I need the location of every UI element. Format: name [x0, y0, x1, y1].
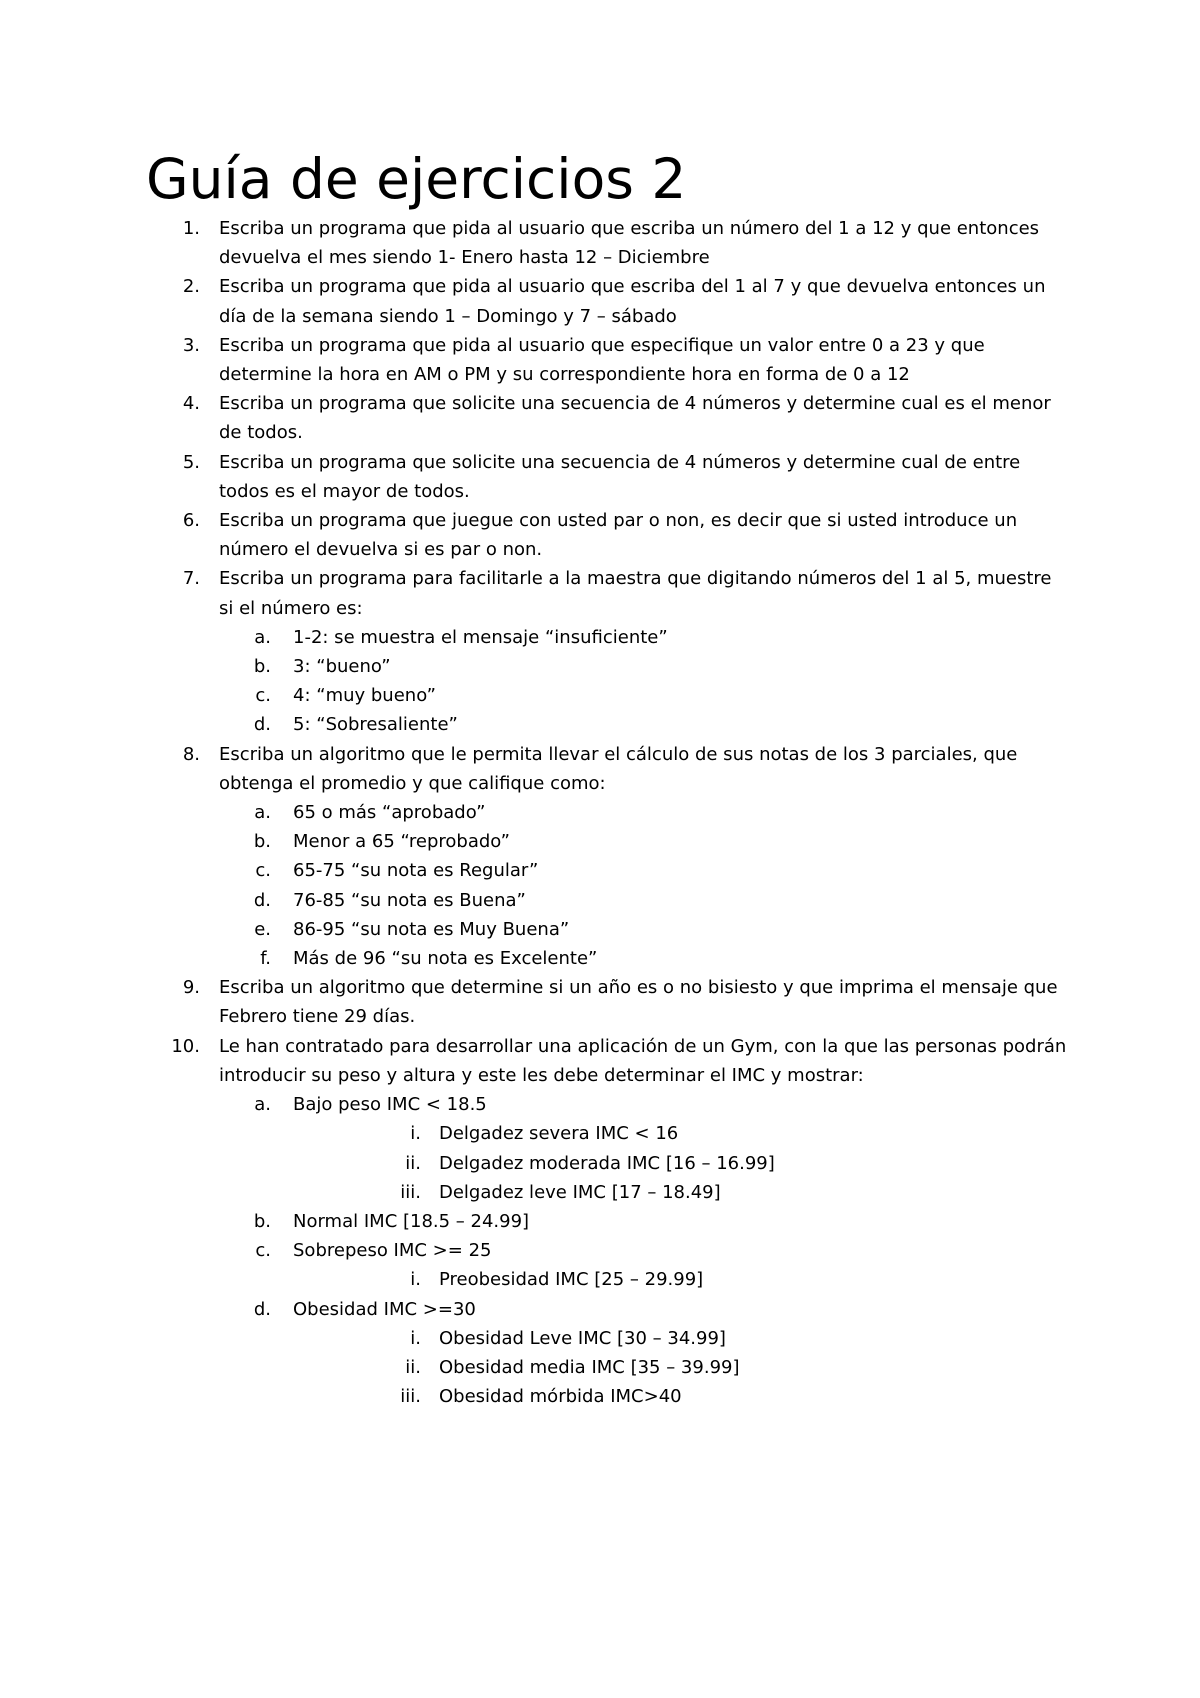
subsub-item — [293, 1149, 1070, 1178]
subsub-item-numeral: iii. — [400, 1386, 421, 1408]
exercise-item — [0, 506, 1200, 564]
sub-item-letter: a. — [254, 1094, 271, 1116]
subsub-item — [293, 1324, 1070, 1353]
sub-item-text: 76-85 “su nota es Buena” — [293, 889, 526, 911]
subsub-item-text: Delgadez leve IMC [17 – 18.49] — [439, 1181, 721, 1203]
sub-list — [219, 623, 1070, 740]
subsub-item-numeral: ii. — [405, 1152, 421, 1174]
sub-item-letter: f. — [260, 948, 271, 970]
document-title: Guía de ejercicios 2 — [146, 147, 687, 211]
sub-item-text: Menor a 65 “reprobado” — [293, 831, 510, 853]
subsub-item-numeral: ii. — [405, 1356, 421, 1378]
subsub-item — [293, 1382, 1070, 1411]
exercise-item — [0, 214, 1200, 272]
sub-item — [219, 1295, 1070, 1412]
sub-item-text: 65-75 “su nota es Regular” — [293, 860, 539, 882]
subsub-item-text: Obesidad media IMC [35 – 39.99] — [439, 1356, 740, 1378]
exercise-text: Escriba un programa que pida al usuario que escriba un número del 1 a 12 y que entonces devuelva el mes siendo 1- Enero hasta 12 – Diciembre — [219, 218, 1040, 269]
subsub-item-text: Delgadez moderada IMC [16 – 16.99] — [439, 1152, 775, 1174]
sub-item-text: 1-2: se muestra el mensaje “insuficiente” — [293, 626, 668, 648]
exercise-text: Escriba un programa que pida al usuario que escriba del 1 al 7 y que devuelva entonces un día de la semana siendo 1 – Domingo y 7 – sábado — [219, 276, 1046, 327]
subsub-item-text: Obesidad Leve IMC [30 – 34.99] — [439, 1327, 726, 1349]
sub-item-text: Obesidad IMC >=30 — [293, 1298, 476, 1320]
subsub-item — [293, 1178, 1070, 1207]
sub-item-text: Bajo peso IMC < 18.5 — [293, 1094, 487, 1116]
sub-item-text: Normal IMC [18.5 – 24.99] — [293, 1210, 530, 1232]
exercise-text: Escriba un programa que solicite una secuencia de 4 números y determine cual es el menor de todos. — [219, 393, 1051, 444]
sub-item-letter: c. — [255, 860, 271, 882]
sub-item — [219, 944, 1070, 973]
sub-item-letter: a. — [254, 626, 271, 648]
exercise-number: 9. — [182, 977, 200, 999]
sub-item-text: Sobrepeso IMC >= 25 — [293, 1240, 492, 1262]
sub-item-text: 3: “bueno” — [293, 656, 391, 678]
exercise-number: 5. — [182, 451, 200, 473]
sub-item-letter: d. — [253, 889, 271, 911]
sub-item — [219, 856, 1070, 885]
sub-item — [219, 915, 1070, 944]
sub-item-letter: b. — [253, 1210, 271, 1232]
sub-item-text: 4: “muy bueno” — [293, 685, 436, 707]
sub-item-letter: b. — [253, 656, 271, 678]
exercise-list — [0, 214, 1200, 1411]
exercise-text: Escriba un programa que juegue con usted par o non, es decir que si usted introduce un número el devuelva si es par o non. — [219, 510, 1018, 561]
sub-item — [219, 886, 1070, 915]
exercise-number: 1. — [182, 218, 200, 239]
exercise-item — [0, 740, 1200, 974]
sub-item — [219, 1207, 1070, 1236]
subsub-item — [293, 1353, 1070, 1382]
subsub-list — [293, 1265, 1070, 1294]
sub-item-letter: a. — [254, 802, 271, 824]
subsub-item-numeral: i. — [410, 1269, 421, 1291]
sub-item-text: 86-95 “su nota es Muy Buena” — [293, 918, 570, 940]
subsub-item — [293, 1119, 1070, 1148]
exercise-text: Escriba un programa para facilitarle a la maestra que digitando números del 1 al 5, muestre si el número es: — [219, 568, 1052, 619]
sub-item-letter: b. — [253, 831, 271, 853]
exercise-number: 7. — [182, 568, 200, 590]
exercise-number: 2. — [182, 276, 200, 298]
subsub-item — [293, 1265, 1070, 1294]
exercise-text: Escriba un programa que solicite una secuencia de 4 números y determine cual de entre todos es el mayor de todos. — [219, 451, 1021, 502]
subsub-item-text: Obesidad mórbida IMC>40 — [439, 1386, 682, 1408]
sub-item — [219, 1090, 1070, 1207]
exercise-number: 8. — [182, 743, 200, 765]
exercise-text: Escriba un algoritmo que le permita llevar el cálculo de sus notas de los 3 parciales, que obtenga el promedio y que califique como: — [219, 743, 1018, 794]
exercise-text: Le han contratado para desarrollar una aplicación de un Gym, con la que las personas podrán introducir su peso y altura y este les debe determinar el IMC y mostrar: — [219, 1035, 1067, 1086]
exercise-item — [0, 272, 1200, 330]
exercise-number: 3. — [182, 334, 200, 356]
exercise-item — [0, 564, 1200, 739]
subsub-item-numeral: i. — [410, 1327, 421, 1349]
sub-item — [219, 710, 1070, 739]
subsub-item-text: Delgadez severa IMC < 16 — [439, 1123, 679, 1145]
subsub-item-numeral: i. — [410, 1123, 421, 1145]
exercise-number: 4. — [182, 393, 200, 415]
sub-item — [219, 652, 1070, 681]
subsub-list — [293, 1324, 1070, 1412]
exercise-number: 6. — [182, 510, 200, 532]
exercise-item — [0, 389, 1200, 447]
sub-item — [219, 623, 1070, 652]
sub-item — [219, 681, 1070, 710]
sub-item-letter: c. — [255, 1240, 271, 1262]
sub-list — [219, 798, 1070, 973]
sub-item-text: 65 o más “aprobado” — [293, 802, 486, 824]
sub-item-letter: d. — [253, 714, 271, 736]
sub-item-letter: c. — [255, 685, 271, 707]
exercise-number: 10. — [171, 1035, 200, 1057]
subsub-list — [293, 1119, 1070, 1207]
sub-item-text: 5: “Sobresaliente” — [293, 714, 458, 736]
exercise-item — [0, 1032, 1200, 1412]
exercise-item — [0, 331, 1200, 389]
sub-item-letter: e. — [254, 918, 271, 940]
sub-list — [219, 1090, 1070, 1411]
sub-item — [219, 798, 1070, 827]
subsub-item-text: Preobesidad IMC [25 – 29.99] — [439, 1269, 704, 1291]
sub-item — [219, 1236, 1070, 1294]
sub-item-text: Más de 96 “su nota es Excelente” — [293, 948, 598, 970]
subsub-item-numeral: iii. — [400, 1181, 421, 1203]
exercise-text: Escriba un programa que pida al usuario que especifique un valor entre 0 a 23 y que determine la hora en AM o PM y su correspondiente hora en forma de 0 a 12 — [219, 334, 985, 386]
exercise-item — [0, 973, 1200, 1031]
exercise-text: Escriba un algoritmo que determine si un año es o no bisiesto y que imprima el mensaje que Febrero tiene 29 días. — [219, 977, 1058, 1028]
sub-item — [219, 827, 1070, 856]
exercise-item — [0, 448, 1200, 506]
sub-item-letter: d. — [253, 1298, 271, 1320]
